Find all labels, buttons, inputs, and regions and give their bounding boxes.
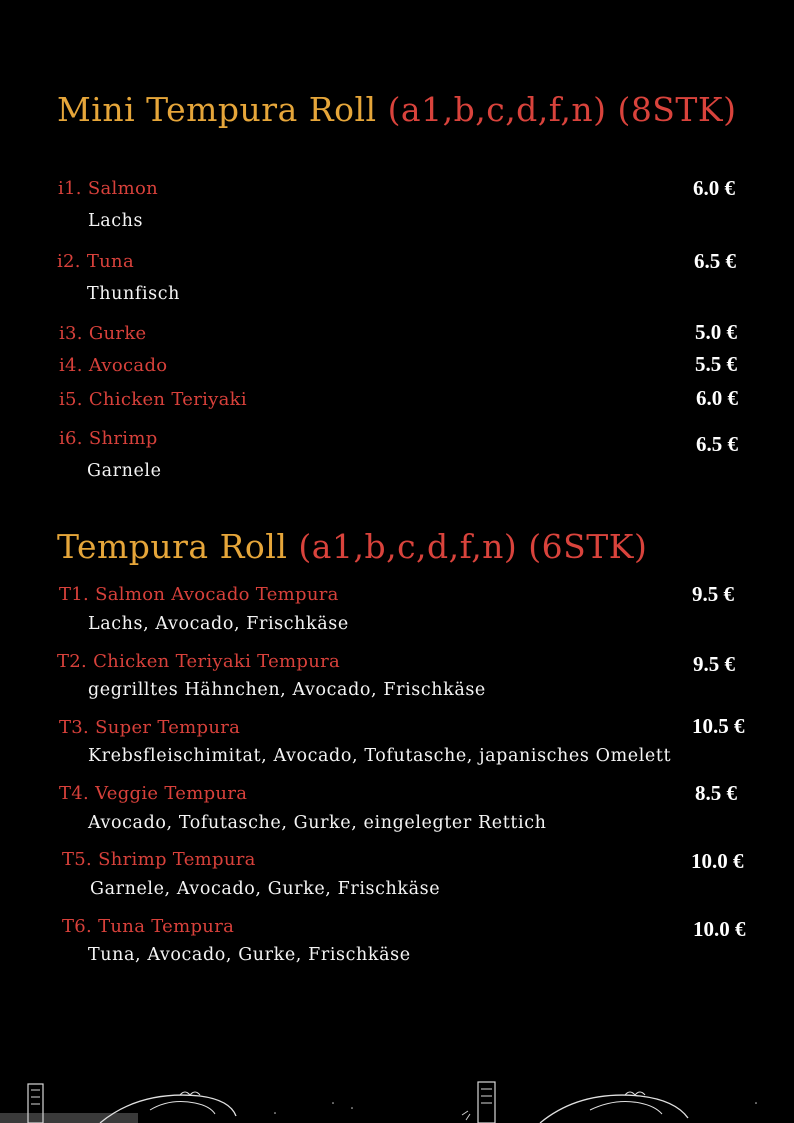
item-name: T6. Tuna Tempura (62, 916, 235, 937)
item-name: T2. Chicken Teriyaki Tempura (57, 651, 341, 672)
footer-decoration (0, 1070, 794, 1123)
item-name: i4. Avocado (59, 355, 168, 376)
section-title-allergens: (a1,b,c,d,f,n) (6STK) (298, 527, 648, 566)
item-description: Lachs (88, 211, 144, 231)
item-name: i1. Salmon (58, 178, 158, 199)
item-name: i6. Shrimp (59, 428, 158, 449)
item-price: 6.0 € (696, 386, 738, 410)
section-title-allergens: (a1,b,c,d,f,n) (8STK) (387, 90, 737, 129)
item-price: 6.5 € (694, 249, 736, 273)
item-price: 9.5 € (693, 652, 735, 676)
item-price: 6.0 € (693, 176, 735, 200)
item-name: i3. Gurke (59, 323, 147, 344)
item-description: Krebsfleischimitat, Avocado, Tofutasche, japanisches Omelett (88, 746, 672, 766)
item-price: 10.0 € (691, 849, 744, 873)
item-name: T5. Shrimp Tempura (62, 849, 256, 870)
item-description: Garnele, Avocado, Gurke, Frischkäse (90, 879, 441, 899)
item-name: i5. Chicken Teriyaki (59, 389, 247, 410)
item-description: gegrilltes Hähnchen, Avocado, Frischkäse (88, 680, 486, 700)
item-price: 9.5 € (692, 582, 734, 606)
section-title-tempura (57, 527, 647, 566)
item-price: 8.5 € (695, 781, 737, 805)
item-price: 5.0 € (695, 320, 737, 344)
item-description: Tuna, Avocado, Gurke, Frischkäse (88, 945, 411, 965)
item-name: T4. Veggie Tempura (59, 783, 248, 804)
item-price: 10.5 € (692, 714, 745, 738)
item-description: Lachs, Avocado, Frischkäse (88, 614, 349, 634)
item-description: Avocado, Tofutasche, Gurke, eingelegter Rettich (88, 813, 547, 833)
item-description: Garnele (87, 461, 162, 481)
item-price: 6.5 € (696, 432, 738, 456)
section-title-main: Tempura Roll (57, 527, 288, 566)
item-price: 5.5 € (695, 352, 737, 376)
section-title-mini-tempura (57, 90, 736, 129)
item-name: T3. Super Tempura (59, 717, 241, 738)
item-description: Thunfisch (87, 284, 181, 304)
item-name: T1. Salmon Avocado Tempura (59, 584, 339, 605)
item-name: i2. Tuna (57, 251, 134, 272)
item-price: 10.0 € (693, 917, 746, 941)
section-title-main: Mini Tempura Roll (57, 90, 377, 129)
